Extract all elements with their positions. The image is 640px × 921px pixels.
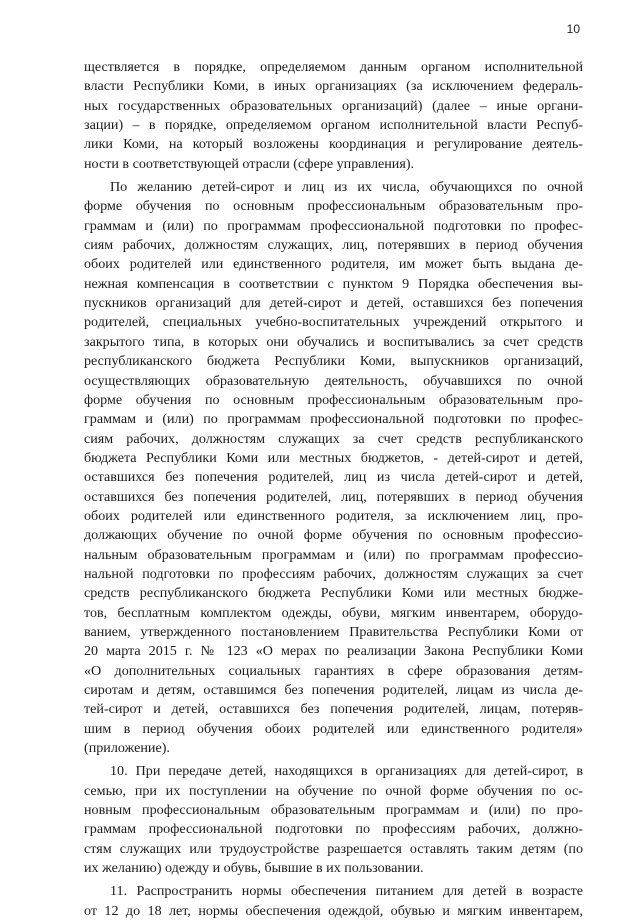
- text-line: По желанию детей-сирот и лиц из их числа, обучающихся по очной: [110, 179, 583, 196]
- paragraph: [84, 882, 583, 921]
- text-line: 11. Распространить нормы обеспечения питанием для детей в возрасте: [110, 883, 583, 900]
- text-line: сиротам и детям, оставшимся без попечения родителей, лицам из числа де-: [84, 682, 583, 698]
- text-line: ванием, утвержденного постановлением Правительства Республики Коми от: [84, 623, 583, 640]
- text-line: стям служащих или трудоустройстве разрешается оставлять таким детям (по: [84, 840, 583, 857]
- text-line: новным профессиональным образовательным программам и (или) по про-: [84, 802, 583, 819]
- text-line: нежная компенсация в соответствии с пунктом 9 Порядка обеспечения вы-: [84, 275, 583, 292]
- text-line: шим в период обучения обоих родителей или единственного родителя»: [84, 720, 583, 737]
- text-line: родителей, специальных учебно-воспитательных учреждений открытого и: [84, 314, 583, 331]
- text-line: республиканского бюджета Республики Коми, выпускников организаций,: [84, 353, 583, 370]
- text-line: нальным образовательным программам и (или) по программам профессио-: [84, 546, 583, 563]
- text-line: 20 марта 2015 г. № 123 «О мерах по реализации Закона Республики Коми: [84, 643, 583, 660]
- text-line: форме обучения по основным профессиональным образовательным про-: [84, 391, 583, 408]
- text-line: ности в соответствующей отрасли (сфере управления).: [84, 155, 415, 172]
- text-line: их желанию) одежду и обувь, бывшие в их пользовании.: [84, 860, 424, 877]
- text-line: обоих родителей или единственного родителя, им может быть выдана де-: [84, 256, 583, 273]
- page-number: 10: [566, 22, 580, 36]
- text-line: власти Республики Коми, в иных организациях (за исключением федераль-: [84, 78, 583, 95]
- text-line: семью, при их поступлении на обучение по очной форме обучения по ос-: [84, 782, 583, 799]
- text-line: зации) – в порядке, определяемом органом исполнительной власти Респуб-: [84, 117, 583, 134]
- text-line: бюджета Республики Коми или местных бюджетов, - детей-сирот и детей,: [84, 449, 583, 466]
- text-line: должающих обучение по очной форме обучения по основным профессио-: [84, 527, 583, 544]
- text-line: нальной подготовки по профессиям рабочих, должностям служащих за счет: [84, 565, 583, 582]
- paragraph: [84, 58, 583, 174]
- text-line: (приложение).: [84, 740, 170, 757]
- text-line: средств республиканского бюджета Республики Коми или местных бюдже-: [84, 585, 583, 602]
- text-line: сиям рабочих, должностям служащих за счет средств республиканского: [84, 430, 583, 447]
- text-line: закрытого типа, в которых они обучались и воспитывались за счет средств: [84, 333, 583, 350]
- paragraph: [84, 762, 583, 878]
- text-line: от 12 до 18 лет, нормы обеспечения одеждой, обувью и мягким инвентарем,: [84, 902, 583, 919]
- text-line: обоих родителей или единственного родителя, за исключением лиц, про-: [84, 507, 583, 524]
- text-line: «О дополнительных социальных гарантиях в сфере образования детям-: [84, 662, 583, 679]
- paragraph: [84, 178, 583, 758]
- text-line: ществляется в порядке, определяемом данным органом исполнительной: [84, 59, 583, 75]
- text-line: пускников организаций для детей-сирот и детей, оставшихся без попечения: [84, 295, 583, 312]
- text-line: тов, бесплатным комплектом одежды, обуви, мягким инвентарем, оборудо-: [84, 604, 583, 621]
- text-line: тей-сирот и детей, оставшихся без попечения родителей, лицам, потеряв-: [84, 701, 583, 718]
- document-body: [84, 58, 583, 921]
- text-line: оставшихся без попечения родителей, лиц из числа детей-сирот и детей,: [84, 469, 583, 486]
- text-line: осуществляющих образовательную деятельность, обучавшихся по очной: [84, 372, 583, 389]
- text-line: 10. При передаче детей, находящихся в организациях для детей-сирот, в: [110, 763, 583, 780]
- text-line: граммам и (или) по программам профессиональной подготовки по профес-: [84, 411, 583, 428]
- text-line: лики Коми, на который возложены координация и регулирование деятель-: [84, 136, 583, 153]
- text-line: форме обучения по основным профессиональным образовательным про-: [84, 198, 583, 215]
- text-line: ных государственных образовательных организаций) (далее – иные органи-: [84, 97, 583, 114]
- text-line: оставшихся без попечения родителей, лиц, потерявших в период обучения: [84, 488, 583, 505]
- text-line: граммам профессиональной подготовки по профессиям рабочих, должно-: [84, 821, 583, 838]
- text-line: граммам и (или) по программам профессиональной подготовки по профес-: [84, 217, 583, 234]
- text-line: сиям рабочих, должностям служащих, лиц, потерявших в период обучения: [84, 237, 583, 254]
